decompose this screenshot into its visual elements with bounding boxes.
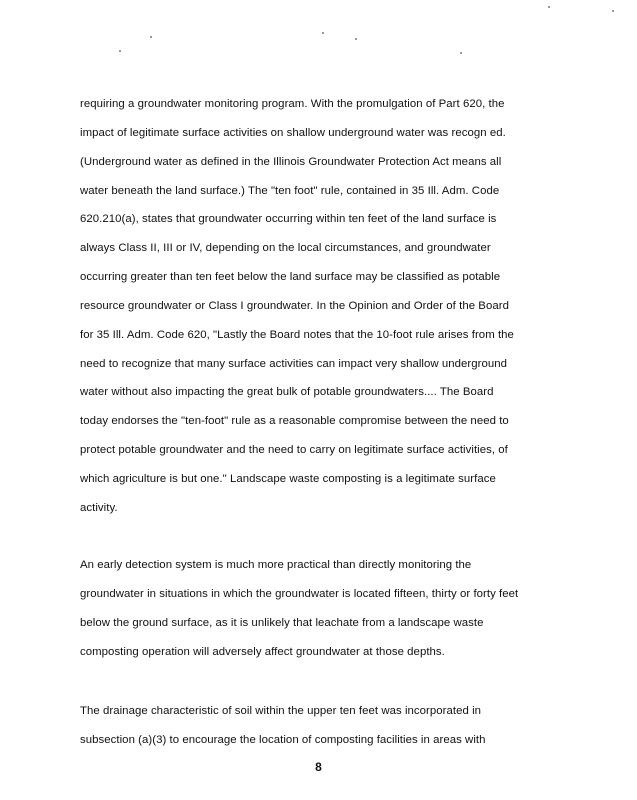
scan-speck	[548, 6, 550, 8]
scan-speck	[355, 38, 357, 40]
paragraph-1-line: impact of legitimate surface activities on shallow underground water was recogn ed.	[80, 127, 506, 139]
scan-speck	[612, 10, 614, 12]
scan-speck	[119, 50, 121, 52]
paragraph-1-line: always Class II, III or IV, depending on the local circumstances, and groundwater	[80, 242, 491, 254]
paragraph-1-line: occurring greater than ten feet below the land surface may be classified as potable	[80, 271, 501, 283]
paragraph-1-line: water beneath the land surface.) The "ten foot" rule, contained in 35 Ill. Adm. Code	[80, 185, 500, 197]
paragraph-2-line: composting operation will adversely affect groundwater at those depths.	[80, 646, 445, 658]
page-number: 8	[315, 760, 322, 774]
paragraph-1-line: which agriculture is but one." Landscape waste composting is a legitimate surface	[80, 473, 496, 485]
paragraph-2-line: groundwater in situations in which the groundwater is located fifteen, thirty or forty feet	[80, 588, 519, 600]
paragraph-1-line: need to recognize that many surface activities can impact very shallow underground	[80, 358, 508, 370]
paragraph-1-line: requiring a groundwater monitoring program. With the promulgation of Part 620, the	[80, 98, 505, 110]
scan-speck	[460, 52, 462, 54]
paragraph-3-line: The drainage characteristic of soil within the upper ten feet was incorporated in	[80, 705, 482, 717]
paragraph-1-line: resource groundwater or Class I groundwater. In the Opinion and Order of the Board	[80, 300, 509, 312]
paragraph-1-line: (Underground water as defined in the Illinois Groundwater Protection Act means all	[80, 156, 502, 168]
paragraph-1-line: water without also impacting the great bulk of potable groundwaters.... The Board	[80, 386, 494, 398]
paragraph-1-line: protect potable groundwater and the need to carry on legitimate surface activities, of	[80, 444, 508, 456]
paragraph-3-line: subsection (a)(3) to encourage the location of composting facilities in areas with	[80, 734, 486, 746]
paragraph-1-line: for 35 Ill. Adm. Code 620, "Lastly the Board notes that the 10-foot rule arises from the	[80, 329, 514, 341]
paragraph-2-line: An early detection system is much more practical than directly monitoring the	[80, 559, 472, 571]
scan-speck	[322, 32, 324, 34]
paragraph-1-line: activity.	[80, 502, 118, 514]
paragraph-1-line: today endorses the "ten-foot" rule as a reasonable compromise between the need to	[80, 415, 509, 427]
scan-speck	[150, 36, 152, 38]
paragraph-2-line: below the ground surface, as it is unlikely that leachate from a landscape waste	[80, 617, 484, 629]
paragraph-1-line: 620.210(a), states that groundwater occurring within ten feet of the land surface is	[80, 213, 497, 225]
